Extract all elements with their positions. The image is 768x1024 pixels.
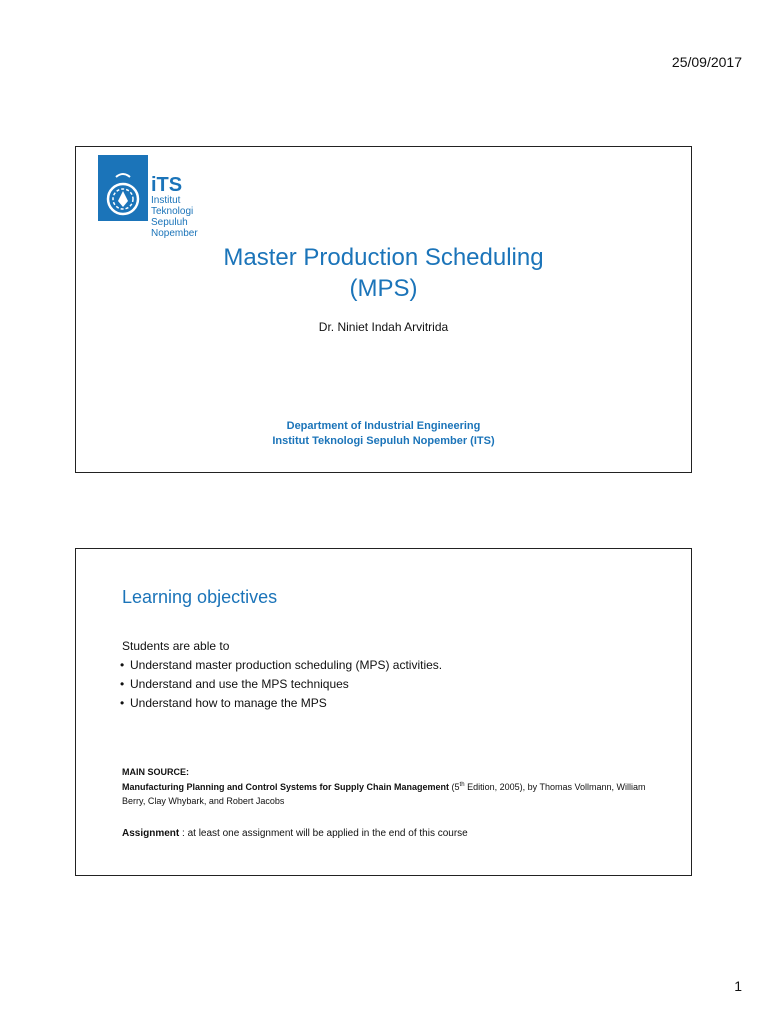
objectives-slide [75,548,692,876]
department-line: Institut Teknologi Sepuluh Nopember (ITS) [272,435,495,447]
list-item-text: Understand how to manage the MPS [130,696,327,710]
logo-abbr: iTS [151,174,183,196]
source-label: MAIN SOURCE: [122,767,189,777]
its-emblem-icon [98,155,148,221]
bullet-icon: • [120,677,125,691]
bullet-icon: • [120,658,125,672]
assignment-note [122,828,468,839]
department [76,419,691,449]
title-line: Master Production Scheduling [223,244,544,271]
source-edition: (5 [449,782,460,792]
assignment-label: Assignment [122,828,180,839]
bullet-icon: • [120,696,125,710]
logo-wordmark [151,175,236,239]
intro-text: Students are able to [122,639,230,653]
title-line: (MPS) [349,275,418,302]
department-line: Department of Industrial Engineering [286,420,481,432]
logo-line: Institut [151,195,181,206]
source-edition-suffix: th [459,782,465,788]
objectives-list [120,656,442,713]
assignment-text: : at least one assignment will be applied in the end of this course [179,828,468,839]
page-number: 1 [734,978,742,994]
list-item-text: Understand master production scheduling (MPS) activities. [130,658,443,672]
source-authors: Edition, 2005), by Thomas Vollmann, William Berry, Clay Whybark, and Robert Jacobs [122,782,646,806]
its-logo [98,155,236,239]
source-book-title: Manufacturing Planning and Control Systems for Supply Chain Management [122,782,450,792]
list-item [120,675,442,694]
slide-title [76,242,691,304]
list-item [120,656,442,675]
logo-line: Sepuluh Nopember [151,217,198,239]
title-slide [75,146,692,473]
logo-line: Teknologi [151,206,194,217]
slide-heading: Learning objectives [122,587,278,607]
page-date: 25/09/2017 [671,54,742,70]
list-item [120,694,442,713]
source-citation [122,778,652,808]
author-name: Dr. Niniet Indah Arvitrida [318,320,449,334]
list-item-text: Understand and use the MPS techniques [130,677,349,691]
